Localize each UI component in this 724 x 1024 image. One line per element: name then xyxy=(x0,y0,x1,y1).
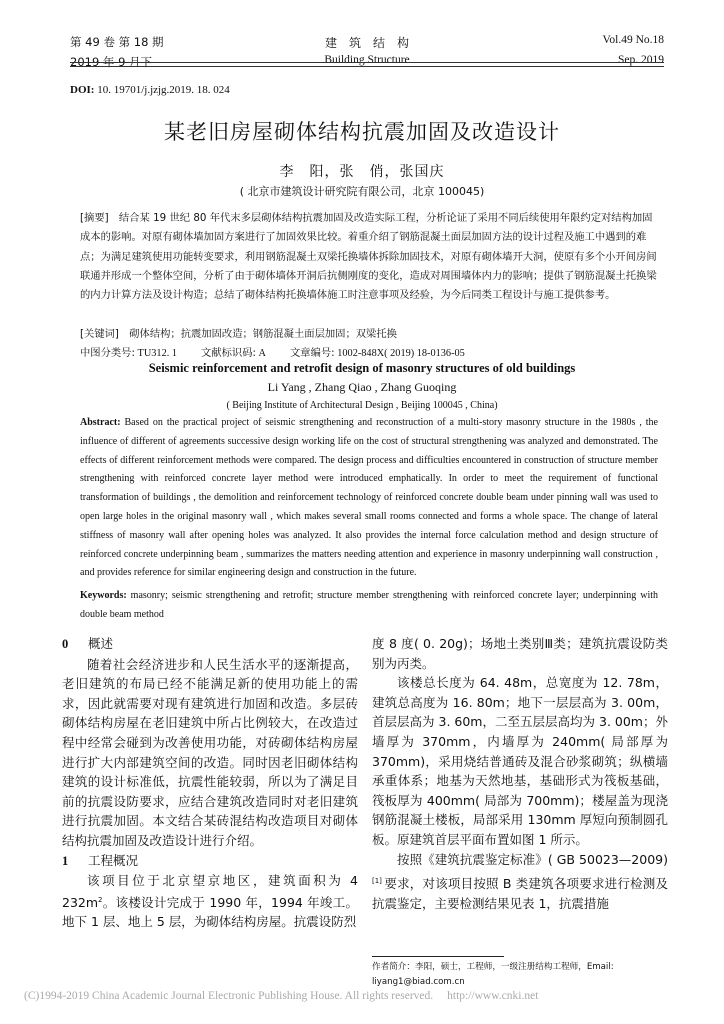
abstract-en-text: Based on the practical project of seismic strengthening and reconstruction of a multi-story masonry structure in the 1980s , the influence of different of agreements successive design working life on the cost of structural strengthening was analyzed and demonstrated. The effects of different reinforcement methods were compared. The design process and difficulties encountered in construction of structure member strengthening with reinforced concrete layer method were introduced emphatically. In order to meet the requirement of functional transformation of buildings , the demolition and reinforcement technology of reinforced concrete double beam under pinning wall was used to open large holes in the original masonry wall , which makes several small rooms connected and forms a whole space. The change of lateral stiffness of masonry wall after opening holes was analyzed. It also provides the internal force calculation method and design structure of reinforced concrete underpinning beam , summarizes the matters needing attention and experience in masonry underpinning wall construction , and provides reference for similar engineering design and construction in the future. xyxy=(80,417,658,579)
copyright-line xyxy=(24,990,538,1002)
paper-title-en: Seismic reinforcement and retrofit design of masonry structures of old buildings xyxy=(148,361,576,375)
section-number: 1 xyxy=(62,853,69,868)
doi-line xyxy=(70,84,230,96)
paragraph-continued: 度 8 度( 0. 20g)；场地土类别Ⅲ类；建筑抗震设防类别为丙类。 xyxy=(372,636,668,671)
article-no-label: 文章编号: xyxy=(290,347,335,359)
body-column-right xyxy=(372,634,668,913)
issue-date-en: Sep. 2019 xyxy=(618,54,664,66)
citation-ref[interactable]: [1] xyxy=(372,877,385,886)
keywords-zh xyxy=(80,325,658,344)
keywords-en xyxy=(80,587,658,625)
footnote-rule xyxy=(372,956,504,957)
doi-value[interactable]: 10. 19701/j.jzjg.2019. 18. 024 xyxy=(94,84,230,96)
section-title: 工程概况 xyxy=(88,852,139,868)
superscript: 2 xyxy=(98,895,103,904)
header-rule-thick xyxy=(70,62,664,63)
keywords-en-label: Keywords: xyxy=(80,590,127,601)
author-footnote: 作者简介：李阳，硕士，工程师，一级注册结构工程师，Email: liyang1@biad.com.cn xyxy=(372,962,614,987)
paper-title-zh: 某老旧房屋砌体结构抗震加固及改造设计 xyxy=(164,120,560,144)
issue-date-zh: 2019 年 9 月下 xyxy=(70,55,153,69)
section-number: 0 xyxy=(62,637,69,651)
keywords-zh-text: 砌体结构；抗震加固改造；钢筋混凝土面层加固；双梁托换 xyxy=(118,328,397,340)
body-column-left xyxy=(62,634,358,932)
journal-name-en: Building Structure xyxy=(324,54,410,66)
section-title: 概述 xyxy=(88,636,114,651)
section-heading-1 xyxy=(62,851,358,872)
authors-zh: 李 阳，张 俏，张国庆 xyxy=(279,164,445,180)
doc-code-value: A xyxy=(255,348,266,359)
abstract-en-label: Abstract: xyxy=(80,417,121,428)
keywords-en-text: masonry; seismic strengthening and retrofit; structure member strengthening with reinforced concrete layer; underpinning with double beam method xyxy=(80,590,658,620)
paragraph xyxy=(62,871,358,932)
section-heading-0 xyxy=(62,634,358,655)
abstract-zh-text: 结合某 19 世纪 80 年代末多层砌体结构抗震加固及改造实际工程，分析论证了采用不同后续使用年限约定对结构加固成本的影响。对原有砌体墙加固方案进行了加固效果比较。着重介绍了钢筋混凝土面层加固方法的设计过程及施工中遇到的难点；为满足建筑使用功能转变要求，利用钢筋混凝土双梁托换墙体拆除加固技术，对原有砌体墙开大洞，使原有多个小开间房间联通并形成一个整体空间，分析了由于砌体墙体开洞后抗侧刚度的变化，造成对周围墙体内力的影响；提供了钢筋混凝土托换梁的内力计算方法及设计构造；总结了砌体结构托换墙体施工时注意事项及经验，为今后同类工程设计与施工提供参考。 xyxy=(80,212,657,302)
paragraph: 该楼总长度为 64. 48m，总宽度为 12. 78m，建筑总高度为 16. 80m；地下一层层高为 3. 00m，首层层高为 3. 60m，二至五层层高均为 3. 00m；外墙厚为 370mm，内墙厚为 240mm( 局部厚为 370mm)，采用烧结普通砖及混合砂浆砌筑；纵横墙承重体系；地基为天然地基，基础形式为筏板基础，筏板厚为 400mm( 局部为 700mm)；楼屋盖为现浇钢筋混凝土楼板，局部采用 130mm 厚短向预制圆孔板。原建筑首层平面布置如图 1 所示。 xyxy=(372,675,668,847)
copyright-url[interactable]: http://www.cnki.net xyxy=(447,990,539,1002)
affiliation-en: ( Beijing Institute of Architectural Design , Beijing 100045 , China) xyxy=(226,400,498,411)
volume-issue-en: Vol.49 No.18 xyxy=(602,34,664,46)
authors-en: Li Yang , Zhang Qiao , Zhang Guoqing xyxy=(267,380,457,394)
doc-code-label: 文献标识码: xyxy=(201,347,256,359)
paragraph-text: 该项目位于北京望京地区，建筑面积为 4 232m xyxy=(62,873,358,910)
affiliation-zh: ( 北京市建筑设计研究院有限公司，北京 100045) xyxy=(239,185,485,198)
paragraph xyxy=(372,850,668,914)
abstract-zh-label: [摘要] xyxy=(80,212,109,224)
paragraph: 随着社会经济进步和人民生活水平的逐渐提高，老旧建筑的布局已经不能满足新的使用功能上的需求，因此就需要对现有建筑进行加固和改造。多层砖砌体结构房屋在老旧建筑中所占比例较大，在改造过程中经常会碰到为改善使用功能，对砖砌体结构房屋进行扩大内部建筑空间的改造。同时因老旧砌体结构建筑的设计标准低，抗震性能较弱，所以为了满足目前的抗震设防要求，应结合建筑改造同时对老旧建筑进行抗震加固。本文结合某砖混结构改造项目对砌体结构抗震加固及改造设计进行介绍。 xyxy=(62,656,358,848)
clc-label: 中图分类号: xyxy=(80,347,135,359)
paragraph-text: 。该楼设计完成于 1990 年，1994 年竣工。地下 1 层、地上 5 层，为砌体结构房屋。抗震设防烈 xyxy=(62,894,358,930)
abstract-en xyxy=(80,414,658,583)
keywords-zh-label: [关键词] xyxy=(80,328,119,340)
copyright-text: (C)1994-2019 China Academic Journal Electronic Publishing House. All rights reserved. xyxy=(24,990,434,1002)
doi-label: DOI: xyxy=(70,84,95,96)
header-rule-thin xyxy=(70,66,664,67)
clc-value: TU312. 1 xyxy=(134,348,178,359)
volume-issue-zh: 第 49 卷 第 18 期 xyxy=(70,35,164,49)
paragraph-text: 按照《建筑抗震鉴定标准》( GB 50023—2009) xyxy=(397,851,668,867)
article-no-value: 1002-848X( 2019) 18-0136-05 xyxy=(334,348,465,359)
journal-name-zh: 建筑结构 xyxy=(324,36,421,50)
abstract-zh xyxy=(80,209,658,305)
paragraph-text: 要求，对该项目按照 B 类建筑各项要求进行检测及抗震鉴定，主要检测结果见表 1，抗震措施 xyxy=(372,876,669,911)
